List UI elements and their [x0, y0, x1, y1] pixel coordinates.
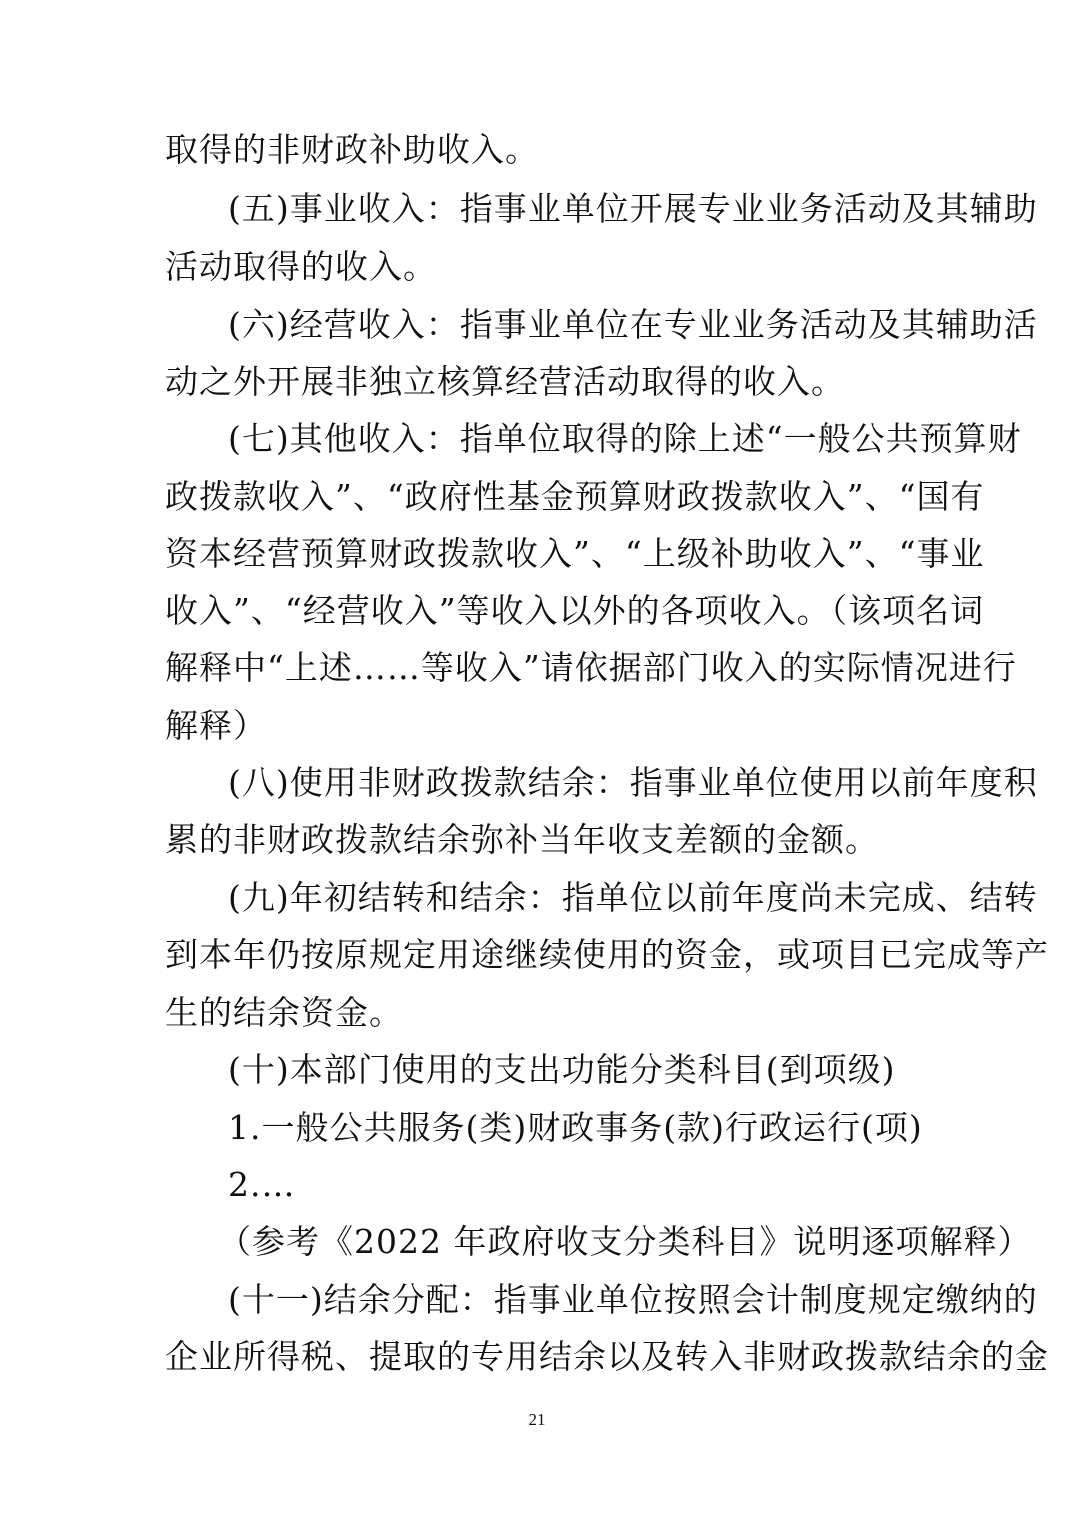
text-line: 动之外开展非独立核算经营活动取得的收入。 — [165, 362, 845, 401]
text-line: 解释中“上述……等收入”请依据部门收入的实际情况进行 — [165, 648, 1017, 687]
text-line: 2.… — [228, 1165, 296, 1204]
text-line: 1.一般公共服务(类)财政事务(款)行政运行(项) — [228, 1108, 923, 1147]
text-line: 生的结余资金。 — [165, 993, 403, 1032]
text-line: (九)年初结转和结余：指单位以前年度尚未完成、结转 — [228, 878, 1038, 917]
text-line: (十一)结余分配：指事业单位按照会计制度规定缴纳的 — [228, 1280, 1038, 1319]
text-line: 解释） — [165, 706, 267, 745]
text-line: 企业所得税、提取的专用结余以及转入非财政拨款结余的金 — [165, 1337, 1049, 1376]
text-line: 资本经营预算财政拨款收入”、“上级补助收入”、“事业 — [165, 534, 985, 573]
text-line: (七)其他收入：指单位取得的除上述“一般公共预算财 — [228, 419, 1022, 458]
text-line: 取得的非财政补助收入。 — [165, 130, 539, 169]
text-line: 到本年仍按原规定用途继续使用的资金，或项目已完成等产 — [165, 935, 1049, 974]
text-line: （参考《2022 年政府收支分类科目》说明逐项解释） — [218, 1222, 1032, 1261]
text-line: (八)使用非财政拨款结余：指事业单位使用以前年度积 — [228, 763, 1038, 802]
text-line: (六)经营收入：指事业单位在专业业务活动及其辅助活 — [228, 305, 1038, 344]
text-line: 政拨款收入”、“政府性基金预算财政拨款收入”、“国有 — [165, 477, 985, 516]
text-line: (五)事业收入：指事业单位开展专业业务活动及其辅助 — [228, 189, 1038, 228]
text-line: 活动取得的收入。 — [165, 247, 437, 286]
page-number: 21 — [528, 1410, 546, 1429]
text-line: (十)本部门使用的支出功能分类科目(到项级) — [228, 1050, 896, 1089]
text-line: 收入”、“经营收入”等收入以外的各项收入。（该项名词 — [165, 591, 985, 630]
text-line: 累的非财政拨款结余弥补当年收支差额的金额。 — [165, 820, 879, 859]
